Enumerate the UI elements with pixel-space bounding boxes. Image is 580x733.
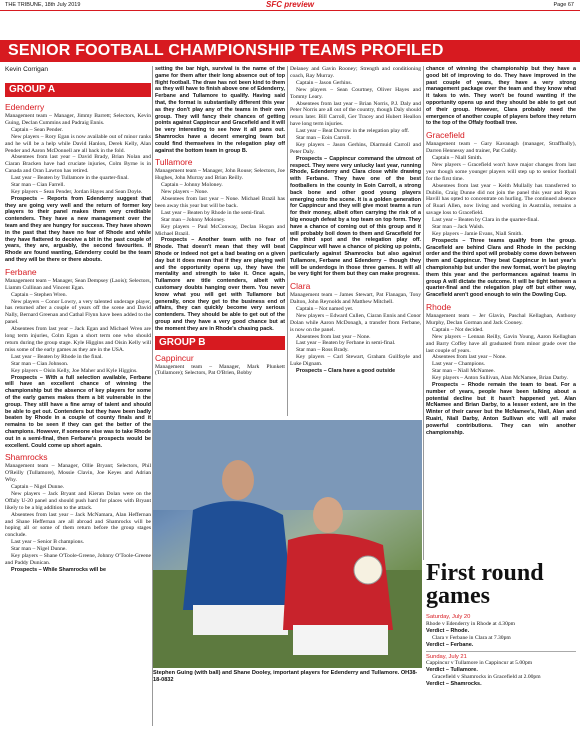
match-photo-illustration bbox=[153, 420, 422, 668]
prospects-rhode: Prospects – Rhode remain the team to beat. For a number of years, people have been talking about a potential decline but it hasn't happened yet. Alan McNamee and Brian Darby, to a lesser extent, are in the Winter of their career but the McNamee's, Niall, Alan and Ruairi, Niall Darby, Anton Sullivan etc will all make powerful contributions. They can win another championship. bbox=[426, 382, 576, 436]
paragraph: Key players – Paul McConway, Declan Hogan and Michael Brazil. bbox=[155, 223, 285, 237]
paragraph: New players – Jack Bryant and Kieran Dolan were on the Offaly U-20 panel and should push hard for places with Bryant likely to be a big addition to the attack. bbox=[5, 490, 151, 511]
paragraph: Captain – Jason Gerhins. bbox=[296, 79, 352, 86]
paragraph: Captain – Johnny Moloney. bbox=[161, 182, 223, 189]
paragraph: New players – Rory Egan is now available out of minor ranks and he will be a help while David Hanlon, Derek Kelly, Alan Pender and Aaron McDonnell are all back in the fold. bbox=[5, 133, 151, 154]
fixture-line: Gracefield v Shamrocks in Gracefield at 2.00pm bbox=[432, 674, 541, 681]
group-a-bar: GROUP A bbox=[5, 83, 151, 97]
paragraph: Captain – Nigel Dunne. bbox=[11, 484, 65, 491]
paragraph: Last year – Champions. bbox=[432, 361, 486, 368]
prospects-shamrocks-cont: setting the bar high, survival is the name of the game for them after their long absence out of top flight football. The draw has not been kind to them as they will have to finish above one of Edenderry, Ferbane and Tullamore to qualify. Having said that, the format is substantially different this year as they don't play any of the teams in their own group. They will fancy their chances of getting points against Cappincur and Gracefield and it will be very interesting to see how it all pans out. Shamrocks have a decent emerging team but could find themselves in the relegation play off against the bottom team in group B. bbox=[155, 66, 285, 154]
page-header bbox=[0, 0, 580, 10]
paragraph: Key players – Jamie Evans, Niall Smith. bbox=[432, 230, 523, 237]
paragraph: New players – Lennan Reilly, Gavin Young, Aaron Kellaghan and Barry Coffey have all graduated from minor grade over the last couple of years. bbox=[426, 333, 576, 354]
paragraph: Star man – Cian Farrell. bbox=[11, 182, 65, 189]
paragraph: Star man – Jack Walsh. bbox=[432, 224, 485, 231]
paragraph: Last year – Senior B champions. bbox=[11, 539, 85, 546]
column-4 bbox=[426, 66, 576, 560]
header-date: THE TRIBUNE, 18th July 2019 bbox=[5, 2, 81, 8]
paragraph: Delaney and Gavin Rooney; Strength and conditioning coach, Ray Murray. bbox=[290, 66, 421, 79]
match-photo bbox=[153, 420, 422, 668]
column-divider bbox=[287, 66, 288, 416]
column-2 bbox=[155, 66, 285, 418]
paragraph: Last year – Beaten by Rhode in the semi-final. bbox=[161, 209, 266, 216]
paragraph: Key players – Sean Pender, Jordan Hayes and Sean Doyle. bbox=[11, 188, 143, 195]
paragraph: Absentees from last year – None. bbox=[296, 333, 371, 340]
paragraph: Key players – Shane O'Toole-Greene, Johnny O'Toole-Greene and Paddy Dunican. bbox=[5, 553, 151, 566]
prospects-tullamore: Prospects – Another team with no fear of Rhode. That doesn't mean that they will beat Rhode or indeed not get a bad beating on a given day but it does mean that if they are playing well and the opportunity opens up, they have the mentality and strength to take it. Once again, Tullamore are title contenders, albeit with customary doubts hanging over them. You never know what you will get with Tullamore but generally, once they get to the business end of affairs, they can quickly become very serious contenders. They should be able to get out of the group and they have a very good chance but at the moment they are in Rhode's chasing pack. bbox=[155, 237, 285, 332]
paragraph: Key players – Carl Stewart, Graham Guilfoyle and Luke Dignam. bbox=[290, 354, 421, 368]
fixture-line: Cappincur v Tullamore in Cappincur at 5.00pm bbox=[426, 660, 533, 667]
paragraph: New players – Sean Courtney, Oliver Hayes and Tommy Leary. bbox=[290, 86, 421, 100]
paragraph: Management team – Manager, Ollie Bryant; Selectors, Phil O'Reilly (Tullamore), Mossie Clavin, Joe Keyes and Adrian Why. bbox=[5, 463, 151, 484]
photo-caption: Stephen Guing (with ball) and Shane Dooley, important players for Edenderry and Tullamore. OH38-18-0832 bbox=[153, 670, 418, 683]
paragraph: Star man – Eoin Carroll. bbox=[296, 135, 351, 142]
first-round-fixtures bbox=[426, 612, 576, 688]
paragraph: New players – Conor Lowry, a very talented underage player, has returned after a couple of years off the scene and David Nally, Bernard Greenan and Cathal Flynn have been added to the panel. bbox=[5, 298, 151, 326]
fixture-verdict: Verdict – Shamrocks. bbox=[426, 681, 482, 688]
prospects-edenderry: Prospects – Reports from Edenderry suggest that they are going very well and the return of former key players to their panel makes them very creditable contenders. They have a new management over the team and they are hungry for success. They have shown in the past that they have no fear of Rhode and while they have flattered to deceive a bit in the past couple of years, they are, arguably, the second favourites. If Rhode are found wanting, Edenderry could be the team and they will be there or there abouts. bbox=[5, 195, 151, 264]
column-3 bbox=[290, 66, 421, 418]
paragraph: Management team – Manager, Sean Dempsey (Laois); Selectors, Liamm Cullinan and Vincent Egan. bbox=[5, 277, 151, 291]
fixture-line: Clara v Ferbane in Clara at 7.30pm bbox=[432, 634, 511, 641]
fixture-line: Rhode v Edenderry in Rhode at 4.30pm bbox=[426, 620, 516, 627]
fixture-verdict: Verdict – Tullamore. bbox=[426, 667, 478, 674]
paragraph: Star man – Cian Johnson. bbox=[11, 360, 69, 367]
column-divider bbox=[423, 66, 424, 560]
paragraph: Absentees from last year – None. bbox=[432, 354, 507, 361]
paragraph: Last year – Beaten by Clara in the quarter-final. bbox=[432, 217, 539, 224]
prospects-shamrocks: Prospects – While Shamrocks will be bbox=[11, 566, 106, 573]
paragraph: Absentees from last year – David Brady, Brian Nolan and Ciaran Bracken have had cruciate injuries, Colm Byrne is in Canada and Oran Lawton has retired. bbox=[5, 154, 151, 175]
paragraph: Last year – Beaten by Ferbane in semi-final. bbox=[296, 340, 396, 347]
fixture-verdict: Verdict – Ferbane. bbox=[426, 641, 474, 648]
fixture-verdict: Verdict – Rhode. bbox=[426, 627, 470, 634]
header-section: SFC preview bbox=[265, 0, 315, 9]
header-page: Page 67 bbox=[553, 2, 574, 8]
header-rule bbox=[0, 10, 580, 11]
prospects-ferbane: Prospects – With a full selection available, Ferbane will have an excellent chance of winning the championship but the absence of key players for some of the early games makes them a bit vulnerable in the group. They still have a fine array of talent and should be able to get out. Contenders but they have been badly beaten by Rhode in a couple of county finals and it remains to be seen if they can get the better of the champions. However, if someone else was to take Rhode out in a semi-final, then Ferbane's prospects would be excellent. Could come up short again. bbox=[5, 374, 151, 449]
paragraph: Captain – Niall Smith. bbox=[432, 154, 483, 161]
section-gracefield: Gracefield bbox=[426, 130, 465, 141]
paragraph: Captain – Sean Pender. bbox=[11, 126, 63, 133]
section-rhode: Rhode bbox=[426, 302, 452, 313]
paragraph: Management team – Manager, Mark Plunkett (Tullamore); Selectors, Pat O'Brien, Bobby bbox=[155, 363, 285, 377]
paragraph: Captain – Not named yet. bbox=[296, 305, 354, 312]
paragraph: Captain – Not decided. bbox=[432, 326, 484, 333]
paragraph: Absentees from last year – Jack McNamara, Alan Heffernan and Shane Heffernan are all abroad and Shamrocks will be hoping all or some of them return before the group stages conclude. bbox=[5, 511, 151, 539]
paragraph: Star man – Nigel Dunne. bbox=[11, 546, 67, 553]
prospects-clara: Prospects – Clara have a good outside bbox=[296, 368, 396, 375]
paragraph: Last year – Beaten by Tullamore in the quarter-final. bbox=[11, 175, 129, 182]
paragraph: Key players – Jason Gerhins, Diarmuid Carroll and Peter Daly. bbox=[290, 141, 421, 155]
section-edenderry: Edenderry bbox=[5, 102, 45, 112]
section-shamrocks: Shamrocks bbox=[5, 452, 48, 463]
paragraph: New players – Gracefield won't have major changes from last year though some younger players will step up to senior football for the first time. bbox=[426, 161, 576, 182]
fixture-day: Saturday, July 20 bbox=[426, 614, 471, 620]
paragraph: Last year – Beat Durrow in the relegation play off. bbox=[296, 128, 410, 135]
headline-banner: SENIOR FOOTBALL CHAMPIONSHIP TEAMS PROFILED bbox=[0, 40, 580, 62]
paragraph: Star man – Ross Brady. bbox=[296, 347, 349, 354]
section-cappincur: Cappincur bbox=[155, 352, 194, 363]
paragraph: Management team – Gary Kavanagh (manager, Straffbally), Darren Hennessy and trainer, Pat Cuddy. bbox=[426, 141, 576, 155]
first-round-title: First round games bbox=[426, 560, 544, 609]
group-b-bar: GROUP B bbox=[155, 336, 285, 350]
paragraph: Captain – Stephen Wren. bbox=[11, 291, 67, 298]
paragraph: Key players – Anton Sullivan, Alan McNamee, Brian Darby. bbox=[432, 375, 568, 382]
paragraph: Last year – Beaten by Rhode in the final. bbox=[11, 353, 103, 360]
section-tullamore: Tullamore bbox=[155, 157, 193, 168]
column-1 bbox=[5, 99, 151, 727]
fixture-separator bbox=[426, 651, 576, 652]
prospects-clara-cont: chance of winning the championship but they have a good bit of improving to do. They have improved in the past couple of years, they have a very strong management package over the team and they know what it takes to win. They won't be found wanting if the opportunity opens up and they should be able to get out of their group. However, Clara probably need the emergence of another couple of players before they return to the top of the Offaly football tree. bbox=[426, 66, 576, 127]
byline: Kevin Corrigan bbox=[5, 66, 48, 73]
section-ferbane: Ferbane bbox=[5, 266, 37, 277]
paragraph: Management team – Jer Glavin, Paschal Kellaghan, Anthony Murphy, Declan Gorman and Jack Cooney. bbox=[426, 313, 576, 326]
paragraph: New players – None. bbox=[161, 189, 209, 196]
paragraph: Absentees from last year – Jack Egan and Michael Wren are long term injuries, Colm Egan a short term one who should return during the group stage. Kyle Higgins and Oisin Kelly will miss some of the early games as they are in the USA. bbox=[5, 326, 151, 353]
prospects-gracefield: Prospects – Three teams qualify from the group. Gracefield are behind Clara and Rhode in the pecking order and the third spot will probably come down between them and Cappincur. They beat Cappincur in last year's championship but under the new format, won't be playing them this year and the performances against teams in group A will dictate the outcome. It will be tight between a quarter-final and the relegation play off but either way, Gracefield aren't good enough to win the Dowling Cup. bbox=[426, 237, 576, 299]
paragraph: Absentees from last year – Keith Mullally has transferred to Dublin, Craig Dunne did not join the panel this year and Ryan Havill has opted to concentrate on hurling. The continued absence of Ruari Allen, now living and working in Australia, remains a savage loss to Gracefield. bbox=[426, 182, 576, 217]
paragraph: Management team – James Stewart, Pat Flanagan, Tony Dalton, John Reynolds and Matthew Mitchell. bbox=[290, 292, 421, 306]
paragraph: Management team – Manager, Jimmy Barrett; Selectors, Kevin Guing, Declan Cummins and Padraig Ennis. bbox=[5, 113, 151, 126]
paragraph: Management team – Manager, John Rouse; Selectors, Joe Hughes, John Murray and Brian Reilly. bbox=[155, 168, 285, 182]
paragraph: Star man – Johnny Moloney. bbox=[161, 216, 226, 223]
paragraph: New players – Edward Cullen, Ciaran Ennis and Conor Dolan while Aaron McDonagh, a transfer from Ferbane, is now on the panel. bbox=[290, 312, 421, 333]
paragraph: Absentees from last year – Brian Norris, P.J. Daly and Peter Norris are all out of the country, though Daly should return later. Bill Carroll, Ger Tracey and Hubert Heallon have long term injuries. bbox=[290, 100, 421, 128]
paragraph: Absentees from last year – None. Michael Brazil has been away this year but will be back. bbox=[155, 195, 285, 209]
paragraph: Key players – Oisin Kelly, Joe Maher and Kyle Higgins. bbox=[11, 367, 138, 374]
paragraph: Star man – Niall McNamee. bbox=[432, 368, 495, 375]
fixture-day: Sunday, July 21 bbox=[426, 653, 467, 660]
section-clara: Clara bbox=[290, 281, 311, 292]
prospects-cappincur: Prospects – Cappincur command the utmost of respect. They were very unlucky last year, running Rhode, Edenderry and Clara close while drawing with Ferbane. They have one of the best footballers in the county in Eoin Carroll, a strong back bone and other good young players emerging onto the scene. It is a golden generation for Cappincur and they will give most teams a run for their money, albeit often carrying the risk of a big enough defeat by a top team on top form. They have a chance of coming out of this group and it will probably boil down to them and Gracefield for the third spot and the relegation play off. Cappincur will have a chance of picking up points, particularly against Shamrocks but also against Tullamore, Ferbane and Edenderry – though they will be underdogs in those three games. It will all be very tight for them but they can make progress. bbox=[290, 155, 421, 278]
